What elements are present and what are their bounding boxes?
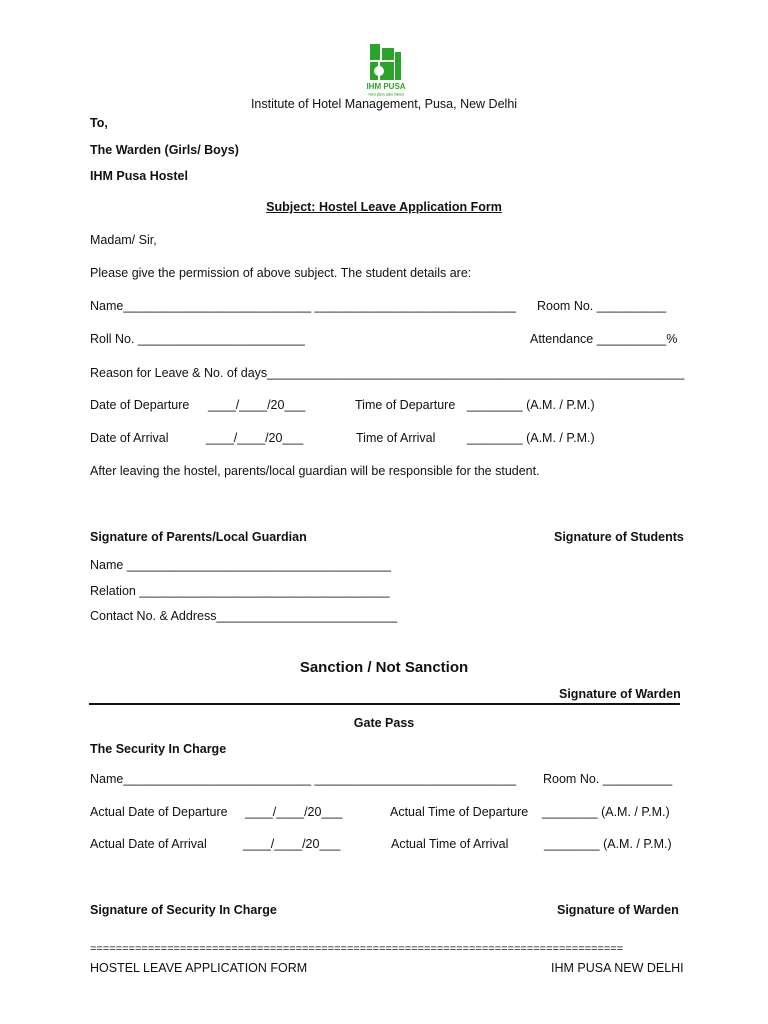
gate-name-field[interactable]: Name___________________________ _____________________________ — [90, 772, 517, 786]
footer-right: IHM PUSA NEW DELHI — [551, 961, 684, 975]
actual-departure-date-label: Actual Date of Departure — [90, 805, 228, 819]
actual-departure-date-field[interactable]: ____/____/20___ — [245, 805, 343, 819]
responsibility-text: After leaving the hostel, parents/local guardian will be responsible for the student. — [90, 464, 540, 478]
gate-room-field[interactable]: Room No. __________ — [543, 772, 673, 786]
actual-arrival-date-label: Actual Date of Arrival — [90, 837, 207, 851]
warden-signature-label: Signature of Warden — [559, 687, 681, 701]
arrival-time-field[interactable]: ________ (A.M. / P.M.) — [467, 431, 595, 445]
subject-line: Subject: Hostel Leave Application Form — [266, 200, 502, 214]
arrival-date-field[interactable]: ____/____/20___ — [206, 431, 304, 445]
relation-field[interactable]: Relation ____________________________________ — [90, 584, 390, 598]
departure-date-field[interactable]: ____/____/20___ — [208, 398, 306, 412]
contact-field[interactable]: Contact No. & Address__________________________ — [90, 609, 398, 623]
parents-signature-label: Signature of Parents/Local Guardian — [90, 530, 307, 544]
actual-departure-time-field[interactable]: ________ (A.M. / P.M.) — [542, 805, 670, 819]
students-signature-label: Signature of Students — [554, 530, 684, 544]
footer-left: HOSTEL LEAVE APPLICATION FORM — [90, 961, 308, 975]
room-field[interactable]: Room No. __________ — [537, 299, 667, 313]
departure-time-field[interactable]: ________ (A.M. / P.M.) — [467, 398, 595, 412]
departure-date-label: Date of Departure — [90, 398, 190, 412]
actual-departure-time-label: Actual Time of Departure — [390, 805, 529, 819]
intro-text: Please give the permission of above subject. The student details are: — [90, 266, 472, 280]
sanction-heading: Sanction / Not Sanction — [299, 659, 469, 676]
logo-text: IHM PUSA — [366, 82, 406, 91]
security-heading: The Security In Charge — [90, 742, 227, 756]
actual-arrival-date-field[interactable]: ____/____/20___ — [243, 837, 341, 851]
hostel-line: IHM Pusa Hostel — [90, 169, 188, 183]
guardian-name-field[interactable]: Name ______________________________________ — [90, 558, 391, 572]
logo-subtext: भारत होटल प्रबंध संस्थान — [368, 92, 404, 97]
security-signature-label: Signature of Security In Charge — [90, 903, 277, 917]
reason-field[interactable]: Reason for Leave & No. of days____________________________________________________________ — [90, 366, 685, 380]
arrival-time-label: Time of Arrival — [356, 431, 436, 445]
name-field[interactable]: Name___________________________ _____________________________ — [90, 299, 517, 313]
attendance-field[interactable]: Attendance __________% — [530, 332, 678, 346]
to-line: To, — [90, 116, 108, 130]
actual-arrival-time-field[interactable]: ________ (A.M. / P.M.) — [544, 837, 672, 851]
actual-arrival-time-label: Actual Time of Arrival — [391, 837, 509, 851]
warden-line: The Warden (Girls/ Boys) — [90, 143, 239, 157]
section-divider — [89, 703, 680, 705]
institute-name: Institute of Hotel Management, Pusa, New Delhi — [250, 97, 518, 111]
departure-time-label: Time of Departure — [355, 398, 456, 412]
roll-field[interactable]: Roll No. ________________________ — [90, 332, 305, 346]
salutation: Madam/ Sir, — [90, 233, 157, 247]
gate-pass-title: Gate Pass — [353, 716, 415, 730]
arrival-date-label: Date of Arrival — [90, 431, 169, 445]
gate-warden-signature-label: Signature of Warden — [557, 903, 679, 917]
footer-separator: =================================================================================== — [90, 943, 624, 955]
